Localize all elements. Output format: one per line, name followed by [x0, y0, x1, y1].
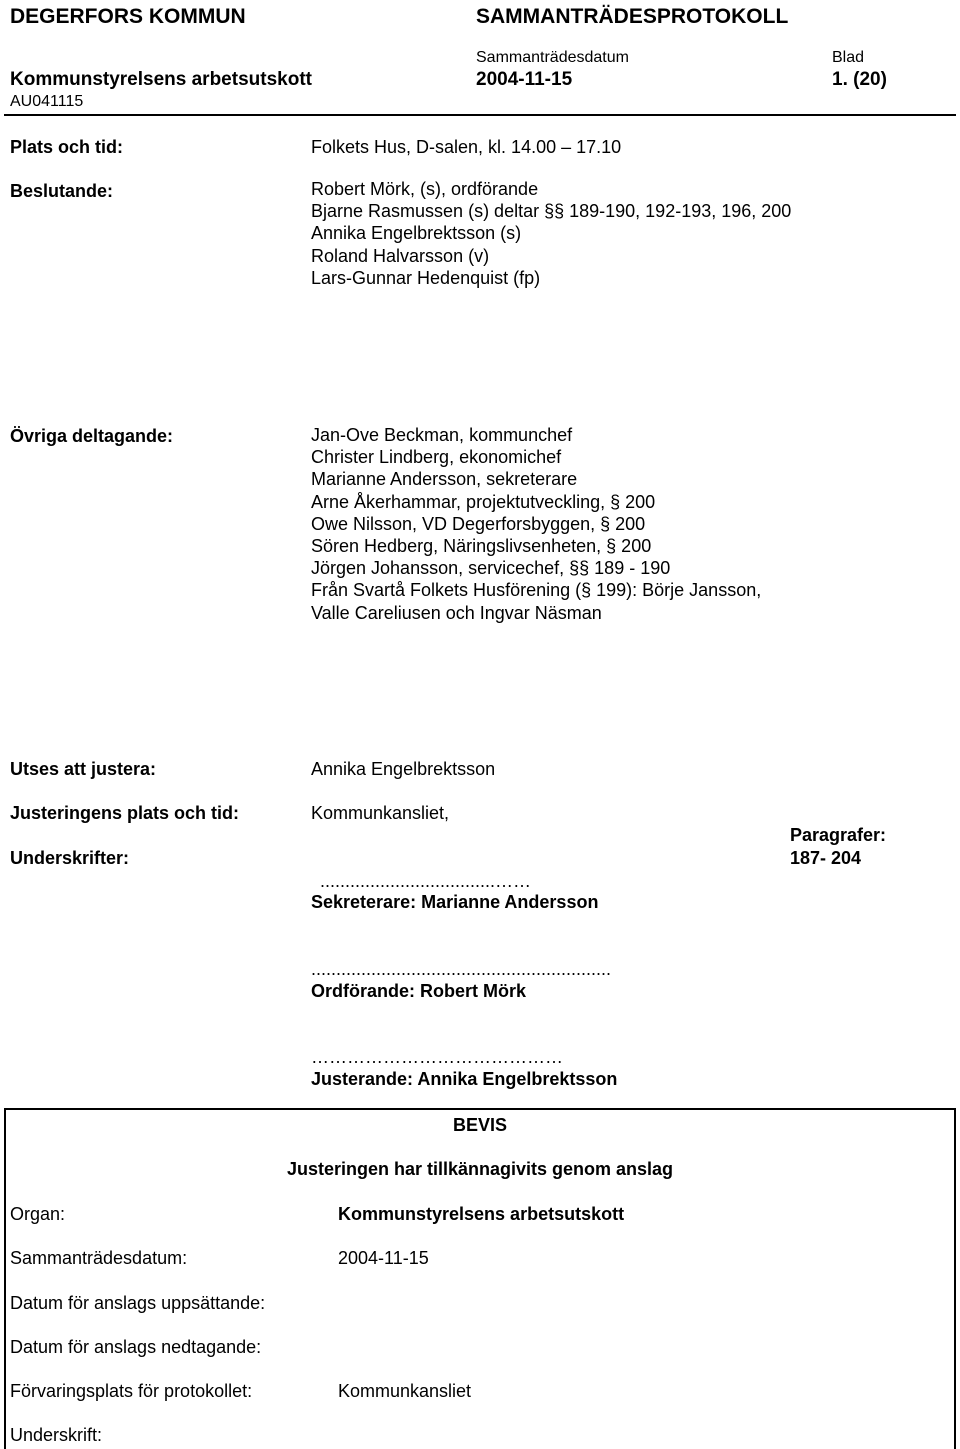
page-number: 1. (20)	[832, 69, 887, 90]
municipality-name: DEGERFORS KOMMUN	[10, 5, 246, 28]
bevis-signature-label: Underskrift:	[10, 1425, 103, 1445]
participant-item: Marianne Andersson, sekreterare	[311, 469, 578, 490]
organ-label: Organ:	[10, 1204, 66, 1224]
deciders-label: Beslutande:	[10, 181, 114, 201]
meeting-date: 2004-11-15	[476, 69, 573, 90]
secretary-signature: Sekreterare: Marianne Andersson	[311, 892, 599, 912]
meeting-date-label: Sammanträdesdatum	[476, 49, 629, 66]
organ-value: Kommunstyrelsens arbetsutskott	[338, 1204, 625, 1224]
storage-value: Kommunkansliet	[338, 1381, 472, 1401]
decider-item: Roland Halvarsson (v)	[311, 245, 490, 266]
participant-item: Från Svartå Folkets Husförening (§ 199): Börje Jansson,	[311, 580, 762, 601]
participant-item: Jörgen Johansson, servicechef, §§ 189 - 190	[311, 558, 671, 579]
participant-item: Arne Åkerhammar, projektutveckling, § 200	[311, 491, 656, 512]
signatures-label: Underskrifter:	[10, 848, 130, 868]
removed-date-label: Datum för anslags nedtagande:	[10, 1337, 262, 1357]
paragraphs-value: 187- 204	[790, 848, 862, 868]
header-divider	[4, 114, 956, 116]
chair-signature: Ordförande: Robert Mörk	[311, 981, 527, 1001]
participant-item: Sören Hedberg, Näringslivsenheten, § 200	[311, 535, 652, 556]
place-value: Folkets Hus, D-salen, kl. 14.00 – 17.10	[311, 137, 622, 157]
decider-item: Annika Engelbrektsson (s)	[311, 223, 522, 244]
protocol-title: SAMMANTRÄDESPROTOKOLL	[476, 5, 789, 28]
participant-item: Valle Careliusen och Ingvar Näsman	[311, 602, 602, 623]
posted-date-label: Datum för anslags uppsättande:	[10, 1293, 266, 1313]
others-label: Övriga deltagande:	[10, 426, 174, 446]
chair-signature-line: ............................................................	[311, 959, 612, 979]
participant-item: Jan-Ove Beckman, kommunchef	[311, 425, 573, 445]
bevis-title: BEVIS	[452, 1115, 508, 1135]
storage-label: Förvaringsplats för protokollet:	[10, 1381, 253, 1401]
document-id: AU041115	[10, 93, 84, 110]
bevis-subtitle: Justeringen har tillkännagivits genom anslag	[286, 1159, 674, 1179]
deciders-list	[311, 178, 791, 289]
adjuster-signature-line: ……………………………………	[311, 1047, 563, 1067]
place-label: Plats och tid:	[10, 137, 124, 157]
participant-item: Christer Lindberg, ekonomichef	[311, 447, 562, 468]
participant-item: Owe Nilsson, VD Degerforsbyggen, § 200	[311, 513, 646, 534]
adjuster-label: Utses att justera:	[10, 759, 157, 779]
adjuster-value: Annika Engelbrektsson	[311, 759, 496, 779]
decider-item: Robert Mörk, (s), ordförande	[311, 179, 539, 199]
decider-item: Bjarne Rasmussen (s) deltar §§ 189-190, 192-193, 196, 200	[311, 201, 792, 222]
committee-name: Kommunstyrelsens arbetsutskott	[10, 69, 312, 90]
bevis-date-label: Sammanträdesdatum:	[10, 1248, 188, 1268]
adjuster-signature: Justerande: Annika Engelbrektsson	[311, 1069, 618, 1089]
others-list	[311, 424, 761, 624]
adjust-place-label: Justeringens plats och tid:	[10, 803, 240, 823]
bevis-date-value: 2004-11-15	[338, 1248, 429, 1268]
page-label: Blad	[832, 49, 865, 66]
secretary-signature-line: ...................................……	[320, 871, 532, 891]
decider-item: Lars-Gunnar Hedenquist (fp)	[311, 267, 541, 288]
adjust-place-value: Kommunkansliet,	[311, 803, 450, 823]
paragraphs-label: Paragrafer:	[790, 825, 887, 845]
